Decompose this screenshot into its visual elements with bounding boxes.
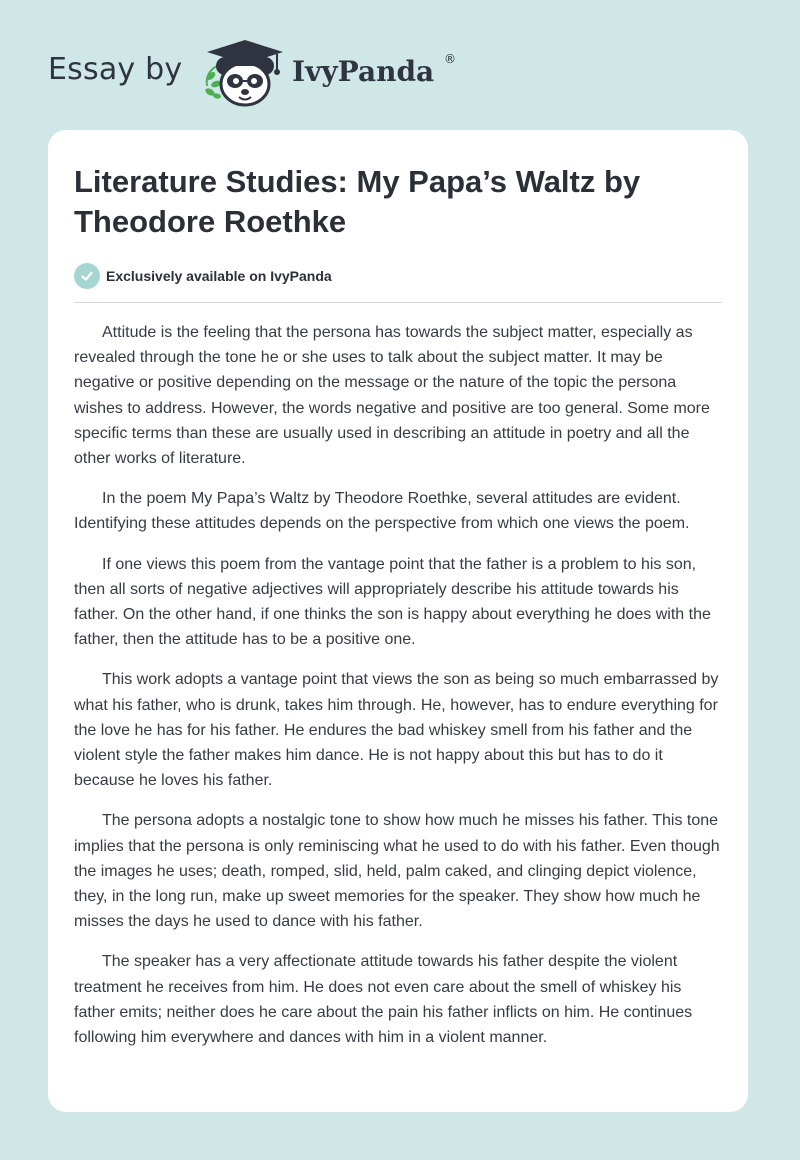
- paragraph: In the poem My Papa’s Waltz by Theodore Roethke, several attitudes are evident. Identifying these attitudes depends on the perspective from which one views the poem.: [74, 490, 690, 533]
- paragraph: Attitude is the feeling that the persona has towards the subject matter, especially as revealed through the tone he or she uses to talk about the subject matter. It may be negative or positive depending on the message or the nature of the topic the persona wishes to address. However, the words negative and positive are too general. Some more specific terms than these are usually used in describing an attitude in poetry and all the other works of literature.: [74, 324, 710, 468]
- paragraph: The persona adopts a nostalgic tone to show how much he misses his father. This tone implies that the persona is only reminiscing what he used to do with his father. Even though the images he uses; death, romped, slid, held, palm caked, and clinging depict violence, they, in the long run, make up sweet memories for the speaker. They show how much he misses the days he used to dance with his father.: [74, 812, 720, 931]
- registered-mark: ®: [444, 52, 456, 66]
- essay-card: [48, 130, 748, 1112]
- panda-graduate-icon[interactable]: [203, 36, 289, 110]
- paragraph: If one views this poem from the vantage point that the father is a problem to his son, then all sorts of negative adjectives will appropriately describe his attitude towards his father. On the other hand, if one thinks the son is happy about everything he does with the father, then the attitude has to be a positive one.: [74, 555, 711, 649]
- check-icon: [74, 263, 100, 289]
- divider: [74, 302, 722, 303]
- paragraph: This work adopts a vantage point that views the son as being so much embarrassed by what his father, who is drunk, takes him through. He, however, has to endure everything for the love he has for his father. He endures the bad whiskey smell from his father and the violent style the father makes him dance. He is not happy about this but has to do it because he loves his father.: [74, 671, 719, 790]
- essay-by-label: Essay by: [48, 52, 183, 87]
- page-title: Literature Studies: My Papa’s Waltz by Theodore Roethke: [74, 164, 641, 239]
- exclusive-badge-label: Exclusively available on IvyPanda: [106, 268, 332, 284]
- paragraph: The speaker has a very affectionate attitude towards his father despite the violent treatment he receives from him. He does not even care about the smell of whiskey his father emits; neither does he care about the pain his father inflicts on him. He continues following him everywhere and dances with him in a violent manner.: [74, 953, 693, 1047]
- essay-body: [74, 320, 724, 1065]
- brand-name[interactable]: IvyPanda: [292, 55, 435, 88]
- site-header: [0, 0, 800, 130]
- exclusive-badge: [74, 263, 332, 289]
